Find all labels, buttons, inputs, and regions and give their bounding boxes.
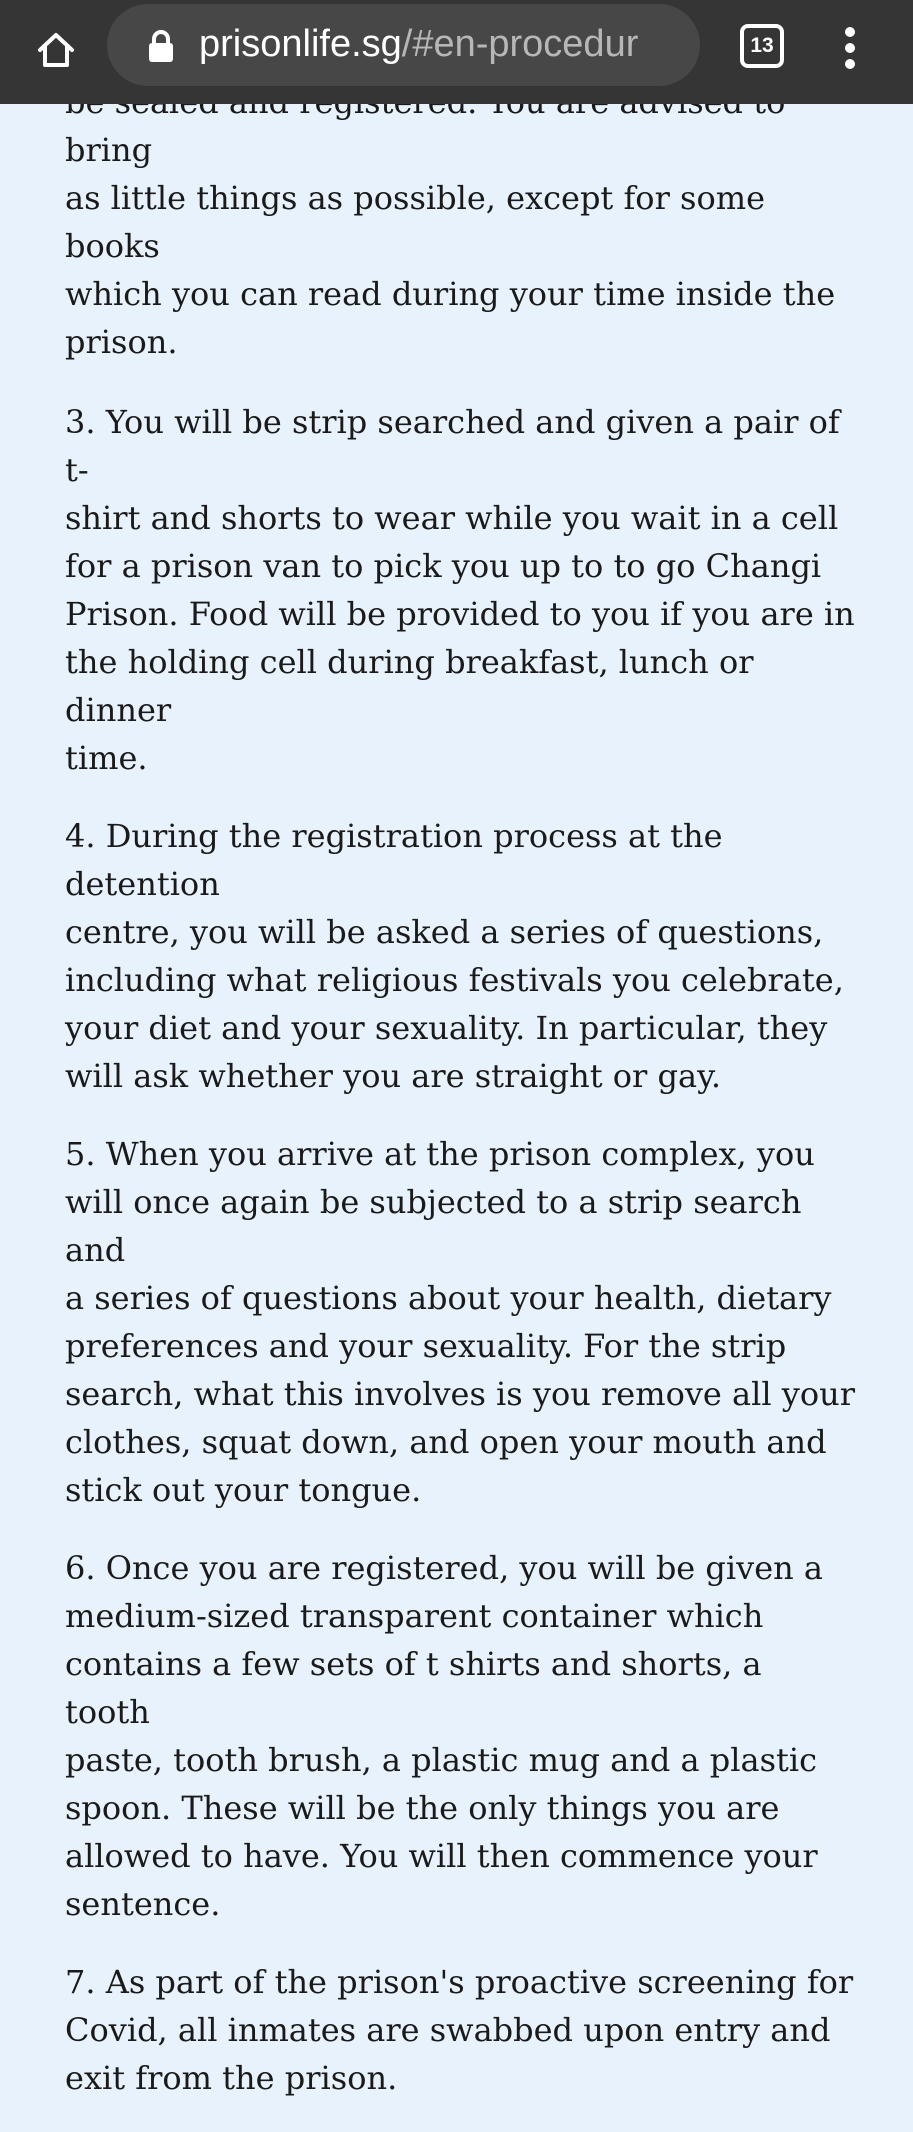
url-path: /#en-procedur — [401, 23, 639, 65]
paragraph-5: 5. When you arrive at the prison complex, you will once again be subjected to a strip search and a series of questions about your health, dietary preferences and your sexuality. For the strip search, what this involves is you remove all your clothes, squat down, and open your mouth and stick out your tongue. — [65, 1135, 855, 1509]
paragraph-2-continued: bring as little things as possible, except for some books which you can read during your time inside the prison. — [65, 131, 836, 361]
lock-icon — [147, 29, 175, 63]
home-icon — [34, 28, 78, 72]
menu-dot — [845, 59, 855, 69]
menu-dot — [845, 27, 855, 37]
home-button[interactable] — [28, 22, 84, 78]
more-vert-icon[interactable] — [830, 20, 870, 76]
tab-switcher-button[interactable]: 13 — [740, 24, 784, 68]
url-host: prisonlife.sg — [199, 23, 402, 65]
paragraph-7: 7. As part of the prison's proactive screening for Covid, all inmates are swabbed upon entry and exit from the prison. — [65, 1963, 854, 2097]
menu-dot — [845, 43, 855, 53]
paragraph-3: 3. You will be strip searched and given a pair of t- shirt and shorts to wear while you wait in a cell for a prison van to pick you up to to go Changi Prison. Food will be provided to you if you are in the holding cell during breakfast, lunch or dinner time. — [65, 403, 855, 777]
paragraph-6: 6. Once you are registered, you will be given a medium-sized transparent container which contains a few sets of t shirts and shorts, a tooth paste, tooth brush, a plastic mug and a plastic spoon. These will be the only things you are allowed to have. You will then commence your sentence. — [65, 1549, 823, 1923]
address-bar[interactable] — [107, 4, 700, 86]
paragraph-4: 4. During the registration process at the detention centre, you will be asked a series of questions, including what religious festivals you celebrate, your diet and your sexuality. In particular, they will ask whether you are straight or gay. — [65, 817, 844, 1095]
browser-toolbar — [0, 0, 913, 104]
url-text[interactable] — [199, 18, 638, 70]
article-body — [65, 78, 855, 2132]
